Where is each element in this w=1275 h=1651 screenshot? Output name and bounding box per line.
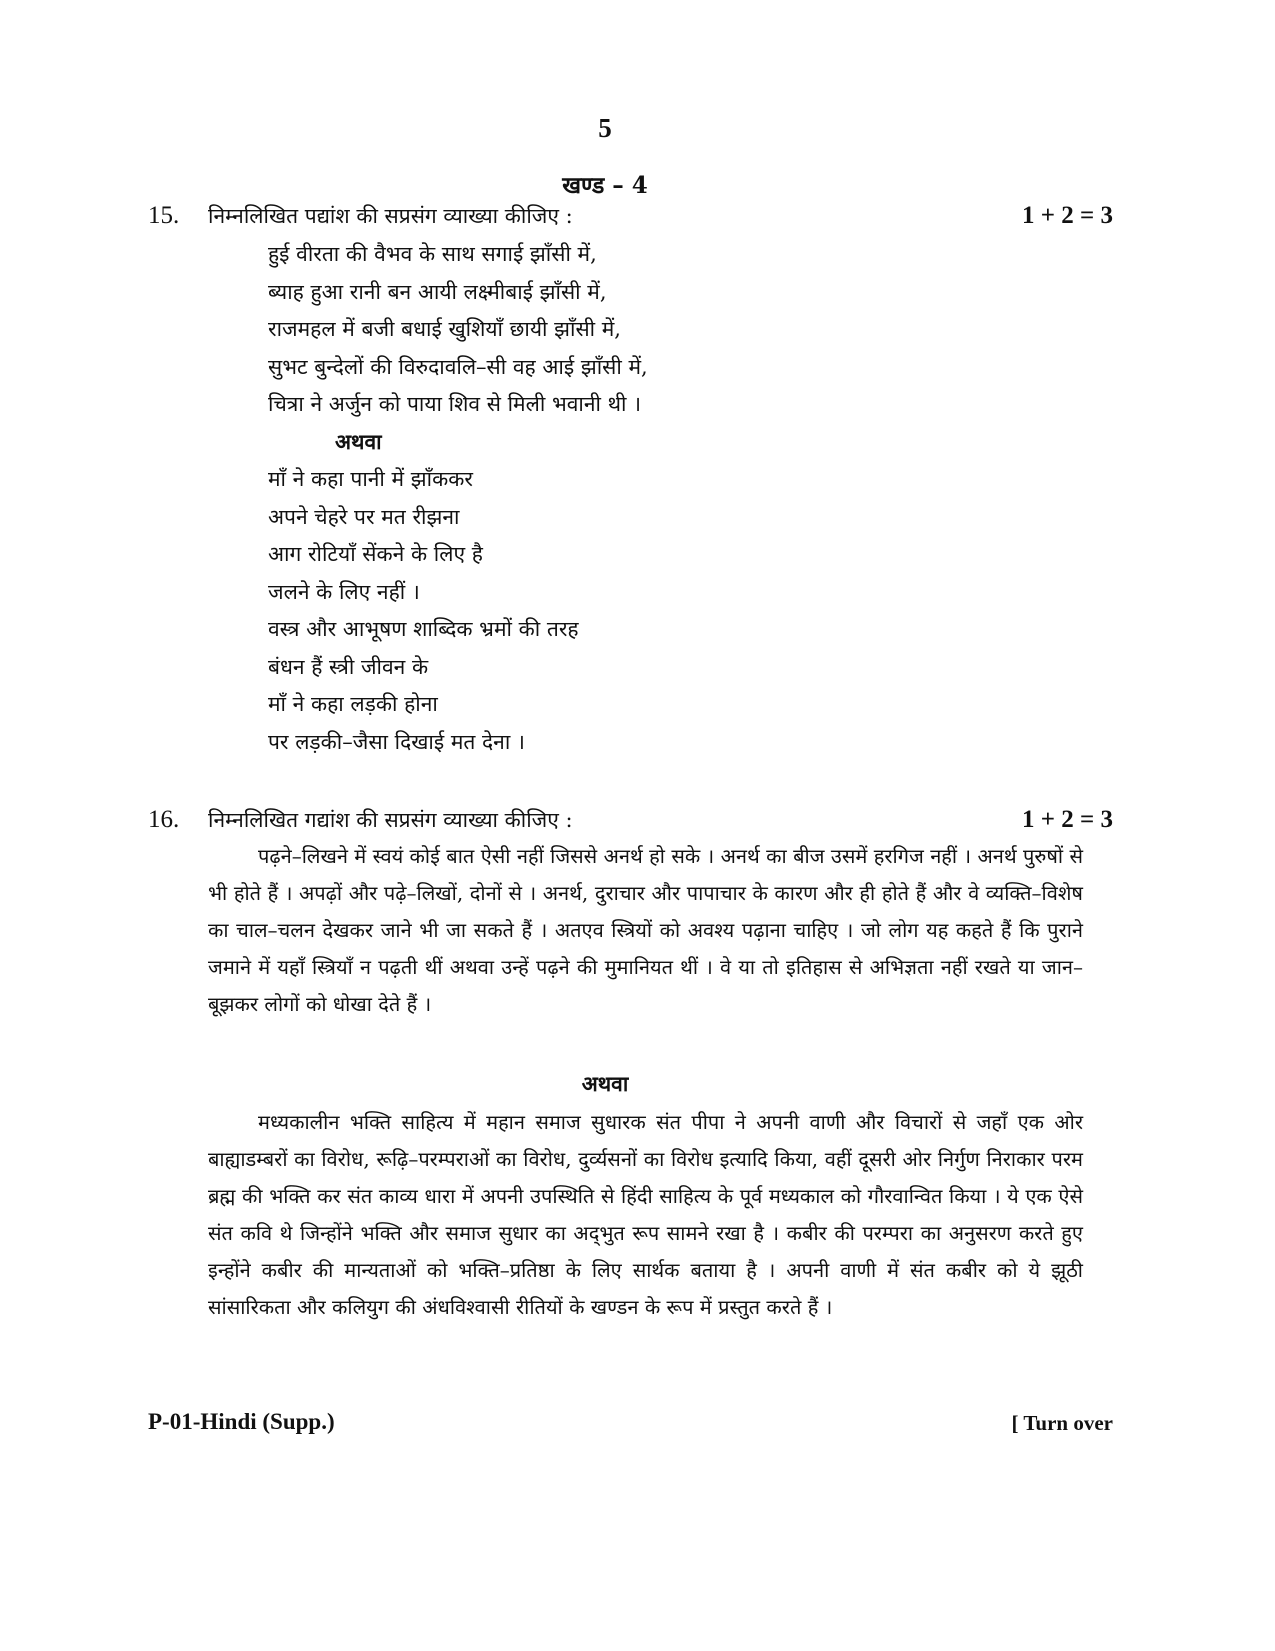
turn-over-note: [ Turn over	[1011, 1411, 1113, 1435]
paper-code: P-01-Hindi (Supp.)	[148, 1409, 335, 1434]
poem-line: ब्याह हुआ रानी बन आयी लक्ष्मीबाई झाँसी में,	[268, 279, 607, 304]
poem-line: माँ ने कहा पानी में झाँककर	[268, 467, 473, 491]
poem-line: राजमहल में बजी बधाई खुशियाँ छायी झाँसी में,	[268, 317, 621, 341]
poem-line: सुभट बुन्देलों की विरुदावलि–सी वह आई झाँसी में,	[268, 354, 648, 379]
question-16-header	[148, 804, 1113, 836]
question-marks: 1 + 2 = 3	[1022, 806, 1113, 833]
poem-line: बंधन हैं स्त्री जीवन के	[268, 654, 429, 679]
poem-line: माँ ने कहा लड़की होना	[268, 692, 438, 716]
poem-line: चित्रा ने अर्जुन को पाया शिव से मिली भवानी थी ।	[268, 392, 642, 416]
or-label: अथवा	[581, 1071, 629, 1096]
poem-line: आग रोटियाँ सेंकने के लिए है	[268, 542, 483, 566]
poem-a	[268, 236, 968, 424]
poem-line: हुई वीरता की वैभव के साथ सगाई झाँसी में,	[268, 242, 597, 266]
question-number: 16.	[148, 806, 180, 833]
poem-line: पर लड़की–जैसा दिखाई मत देना ।	[268, 729, 525, 754]
question-instruction: निम्नलिखित गद्यांश की सप्रसंग व्याख्या कीजिए :	[208, 808, 573, 832]
question-number: 15.	[148, 202, 180, 229]
poem-line: वस्त्र और आभूषण शाब्दिक भ्रमों की तरह	[268, 617, 579, 641]
section-title: खण्ड – 4	[562, 172, 648, 199]
poem-b	[268, 461, 968, 761]
question-marks: 1 + 2 = 3	[1022, 202, 1113, 229]
prose-passage-b: मध्यकालीन भक्ति साहित्य में महान समाज सुधारक संत पीपा ने अपनी वाणी और विचारों से जहाँ एक ओर बाह्याडम्बरों का विरोध, रूढ़ि–परम्पराओं का विरोध, दुर्व्यसनों का विरोध इत्यादि किया, वहीं दूसरी ओर निर्गुण निराकार परम ब्रह्म की भक्ति कर संत काव्य धारा में अपनी उपस्थिति से हिंदी साहित्य के पूर्व मध्यकाल को गौरवान्वित किया । ये एक ऐसे संत कवि थे जिन्होंने भक्ति और समाज सुधार का अद्‌भुत रूप सामने रखा है । कबीर की परम्परा का अनुसरण करते हुए इन्होंने कबीर की मान्यताओं को भक्ति–प्रतिष्ठा के लिए सार्थक बताया है । अपनी वाणी में संत कबीर को ये झूठी सांसारिकता और कलियुग की अंधविश्वासी रीतियों के खण्डन के रूप में प्रस्तुत करते हैं ।	[208, 1110, 1084, 1319]
question-15-header	[148, 200, 1113, 232]
poem-line: अपने चेहरे पर मत रीझना	[268, 504, 460, 529]
page-number: 5	[598, 113, 612, 143]
prose-passage-a: पढ़ने–लिखने में स्वयं कोई बात ऐसी नहीं जिससे अनर्थ हो सके । अनर्थ का बीज उसमें हरगिज नहीं । अनर्थ पुरुषों से भी होते हैं । अपढ़ों और पढ़े–लिखों, दोनों से । अनर्थ, दुराचार और पापाचार के कारण और ही होते हैं और वे व्यक्ति–विशेष का चाल–चलन देखकर जाने भी जा सकते हैं । अतएव स्त्रियों को अवश्य पढ़ाना चाहिए । जो लोग यह कहते हैं कि पुराने जमाने में यहाँ स्त्रियाँ न पढ़ती थीं अथवा उन्हें पढ़ने की मुमानियत थीं । वे या तो इतिहास से अभिज्ञता नहीं रखते या जान–बूझकर लोगों को धोखा देते हैं ।	[208, 844, 1083, 1016]
poem-line: जलने के लिए नहीं ।	[268, 579, 420, 604]
question-instruction: निम्नलिखित पद्यांश की सप्रसंग व्याख्या कीजिए :	[208, 204, 573, 228]
or-label: अथवा	[335, 429, 382, 454]
